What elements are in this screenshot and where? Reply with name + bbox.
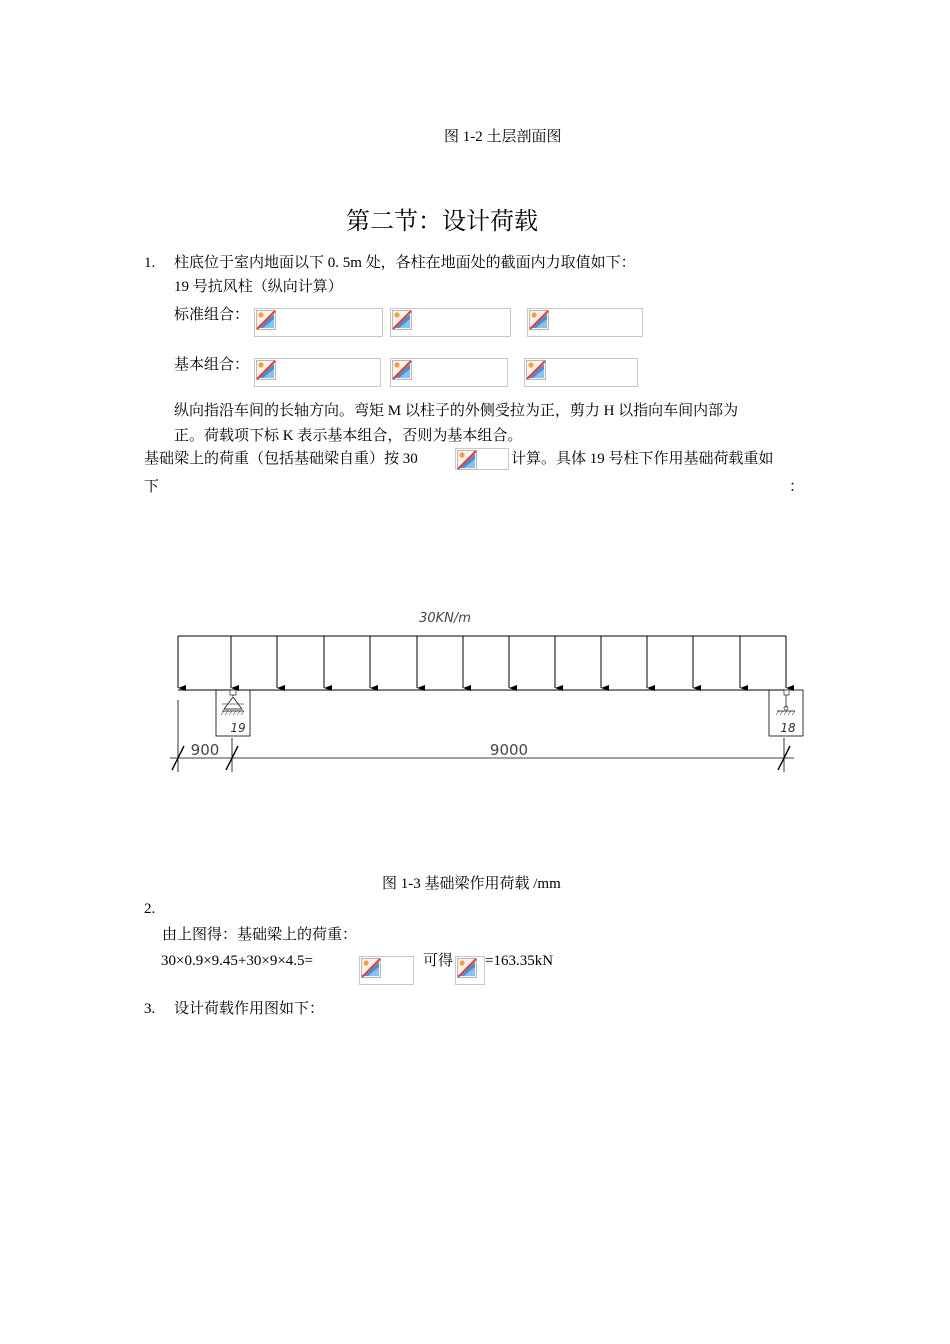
beam-load-text-a: 基础梁上的荷重（包括基础梁自重）按 30 xyxy=(144,451,418,467)
load-arrows xyxy=(178,636,786,688)
item-2-line-1: 由上图得：基础梁上的荷重： xyxy=(162,927,358,943)
broken-image-icon xyxy=(361,958,381,978)
item-2-result: =163.35kN xyxy=(485,953,554,969)
figure-1-3-caption: 图 1-3 基础梁作用荷载 /mm xyxy=(382,876,561,892)
load-label: 30KN/m xyxy=(419,611,471,626)
beam-load-text-colon: ： xyxy=(789,479,805,495)
dimension-900: 900 xyxy=(190,741,220,759)
item-3-number: 3. xyxy=(144,1001,156,1017)
beam-load-text-c: 下 xyxy=(144,479,160,495)
formula-image xyxy=(359,956,414,985)
section-title: 第二节：设计荷载 xyxy=(346,209,538,235)
item-1-number: 1. xyxy=(144,255,156,271)
item-1-sub: 19 号抗风柱（纵向计算） xyxy=(174,279,343,295)
broken-image-icon xyxy=(457,958,477,978)
item-2-number: 2. xyxy=(144,901,156,917)
item-2-calc: 30×0.9×9.45+30×9×4.5= xyxy=(161,953,314,969)
dimension-9000: 9000 xyxy=(489,741,529,759)
beam-load-text-b: 计算。具体 19 号柱下作用基础荷载重如 xyxy=(511,451,774,467)
dimension-line xyxy=(170,700,794,772)
column-19-label: 19 xyxy=(230,721,246,735)
note-line-2: 正。荷载项下标 K 表示基本组合，否则为基本组合。 xyxy=(174,428,523,444)
note-line-1: 纵向指沿车间的长轴方向。弯矩 M 以柱子的外侧受拉为正，剪力 H 以指向车间内部为 xyxy=(174,403,739,419)
basic-combination-label: 基本组合： xyxy=(174,357,250,373)
item-2-can-get: 可得 xyxy=(423,953,454,969)
standard-combination-label: 标准组合： xyxy=(174,307,250,323)
item-1-text: 柱底位于室内地面以下 0. 5m 处，各柱在地面处的截面内力取值如下： xyxy=(174,255,636,271)
column-18-label: 18 xyxy=(780,721,796,735)
formula-image xyxy=(455,956,485,985)
item-3-text: 设计荷载作用图如下： xyxy=(174,1001,325,1017)
figure-1-2-caption: 图 1-2 土层剖面图 xyxy=(444,129,562,145)
